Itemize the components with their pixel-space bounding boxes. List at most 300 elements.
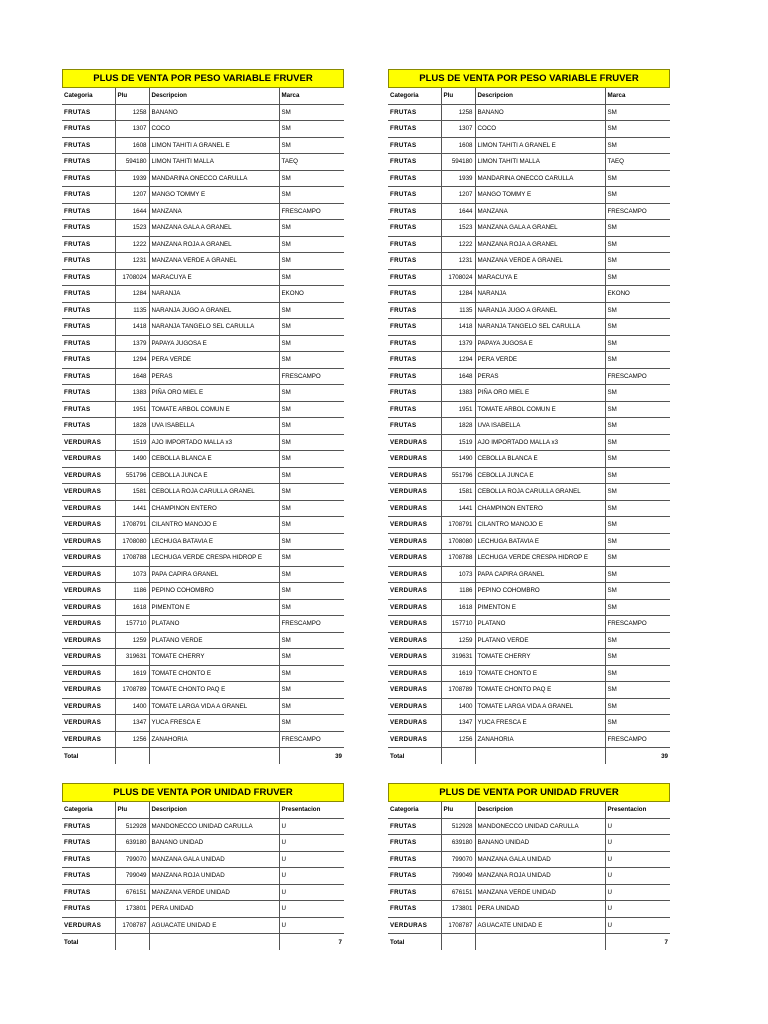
brand-cell: FRESCAMPO: [605, 731, 670, 748]
description-cell: MANZANA VERDE UNIDAD: [475, 884, 605, 901]
category-cell: VERDURAS: [388, 566, 441, 583]
brand-cell: FRESCAMPO: [279, 203, 344, 220]
description-cell: YUCA FRESCA E: [475, 715, 605, 732]
table-row: [388, 335, 670, 352]
plu-cell: 1259: [115, 632, 149, 649]
description-cell: MANZANA GALA UNIDAD: [149, 851, 279, 868]
table-row: [62, 137, 344, 154]
table-row: [388, 682, 670, 699]
brand-cell: U: [279, 884, 344, 901]
description-cell: TOMATE LARGA VIDA A GRANEL: [475, 698, 605, 715]
table-row: [388, 187, 670, 204]
description-cell: MARACUYA E: [475, 269, 605, 286]
category-cell: FRUTAS: [62, 236, 115, 253]
description-cell: MANZANA GALA A GRANEL: [475, 220, 605, 237]
column-header: Categoria: [388, 88, 441, 104]
plu-cell: 1951: [441, 401, 475, 418]
category-cell: FRUTAS: [388, 170, 441, 187]
brand-cell: SM: [605, 698, 670, 715]
brand-cell: SM: [605, 434, 670, 451]
table-row: [388, 467, 670, 484]
plu-cell: 1523: [441, 220, 475, 237]
brand-cell: SM: [279, 236, 344, 253]
description-cell: MANGO TOMMY E: [149, 187, 279, 204]
description-cell: NARANJA TANGELO SEL CARULLA: [475, 319, 605, 336]
category-cell: VERDURAS: [62, 715, 115, 732]
table-row: [62, 187, 344, 204]
table-row: [62, 517, 344, 534]
plu-cell: 1207: [115, 187, 149, 204]
category-cell: VERDURAS: [62, 566, 115, 583]
plu-cell: 1618: [441, 599, 475, 616]
category-cell: FRUTAS: [388, 187, 441, 204]
column-header: Marca: [605, 88, 670, 104]
plu-cell: 1418: [441, 319, 475, 336]
description-cell: TOMATE CHONTO E: [149, 665, 279, 682]
table-row: [388, 401, 670, 418]
category-cell: VERDURAS: [388, 731, 441, 748]
plu-cell: 1708789: [441, 682, 475, 699]
plu-cell: 639180: [441, 835, 475, 852]
header-row: [62, 88, 344, 104]
unit-block-left: [62, 783, 344, 950]
plu-cell: 1347: [441, 715, 475, 732]
description-cell: TOMATE CHONTO PAQ E: [149, 682, 279, 699]
description-cell: MANGO TOMMY E: [475, 187, 605, 204]
table-row: [388, 203, 670, 220]
unit-title: PLUS DE VENTA POR UNIDAD FRUVER: [62, 783, 344, 802]
description-cell: PERA VERDE: [149, 352, 279, 369]
brand-cell: SM: [279, 269, 344, 286]
total-count: 7: [664, 938, 668, 946]
description-cell: CHAMPINON ENTERO: [149, 500, 279, 517]
description-cell: LIMON TAHITI MALLA: [149, 154, 279, 171]
brand-cell: SM: [279, 533, 344, 550]
category-cell: VERDURAS: [62, 434, 115, 451]
total-empty-cell: [115, 748, 149, 765]
brand-cell: SM: [279, 566, 344, 583]
description-cell: NARANJA: [149, 286, 279, 303]
description-cell: CEBOLLA BLANCA E: [475, 451, 605, 468]
plu-cell: 1186: [115, 583, 149, 600]
description-cell: CEBOLLA ROJA CARULLA GRANEL: [149, 484, 279, 501]
brand-cell: SM: [279, 319, 344, 336]
category-cell: FRUTAS: [388, 818, 441, 835]
unit-table: [388, 802, 670, 950]
plu-cell: 1608: [115, 137, 149, 154]
category-cell: FRUTAS: [62, 868, 115, 885]
description-cell: ZANAHORIA: [475, 731, 605, 748]
brand-cell: U: [279, 901, 344, 918]
description-cell: MANZANA GALA UNIDAD: [475, 851, 605, 868]
category-cell: FRUTAS: [62, 401, 115, 418]
unit-title: PLUS DE VENTA POR UNIDAD FRUVER: [388, 783, 670, 802]
plu-cell: 1294: [115, 352, 149, 369]
brand-cell: SM: [279, 187, 344, 204]
table-row: [62, 649, 344, 666]
plu-cell: 1379: [115, 335, 149, 352]
description-cell: LIMON TAHITI A GRANEL E: [475, 137, 605, 154]
category-cell: VERDURAS: [388, 550, 441, 567]
table-row: [62, 851, 344, 868]
category-cell: FRUTAS: [388, 302, 441, 319]
description-cell: MANZANA ROJA UNIDAD: [149, 868, 279, 885]
table-row: [62, 484, 344, 501]
table-row: [62, 203, 344, 220]
total-label: Total: [62, 748, 115, 765]
plu-cell: 1708791: [441, 517, 475, 534]
total-empty-cell: [475, 934, 605, 951]
description-cell: CEBOLLA BLANCA E: [149, 451, 279, 468]
brand-cell: SM: [605, 319, 670, 336]
table-row: [62, 698, 344, 715]
description-cell: UVA ISABELLA: [149, 418, 279, 435]
plu-cell: 1441: [441, 500, 475, 517]
brand-cell: SM: [279, 385, 344, 402]
total-count: 7: [338, 938, 342, 946]
category-cell: VERDURAS: [62, 467, 115, 484]
table-row: [388, 484, 670, 501]
plu-cell: 512928: [441, 818, 475, 835]
category-cell: FRUTAS: [388, 269, 441, 286]
category-cell: FRUTAS: [388, 418, 441, 435]
description-cell: AGUACATE UNIDAD E: [149, 917, 279, 934]
plu-cell: 1135: [115, 302, 149, 319]
table-row: [62, 418, 344, 435]
unit-block-right: [388, 783, 670, 950]
description-cell: PIMENTON E: [475, 599, 605, 616]
category-cell: FRUTAS: [62, 352, 115, 369]
table-row: [62, 319, 344, 336]
description-cell: UVA ISABELLA: [475, 418, 605, 435]
description-cell: AGUACATE UNIDAD E: [475, 917, 605, 934]
description-cell: PAPAYA JUGOSA E: [475, 335, 605, 352]
total-label: Total: [62, 934, 115, 951]
brand-cell: U: [279, 868, 344, 885]
plu-cell: 1383: [441, 385, 475, 402]
table-row: [388, 319, 670, 336]
table-row: [388, 731, 670, 748]
category-cell: FRUTAS: [388, 154, 441, 171]
table-row: [62, 665, 344, 682]
plu-cell: 1256: [115, 731, 149, 748]
description-cell: CILANTRO MANOJO E: [475, 517, 605, 534]
table-row: [388, 851, 670, 868]
category-cell: FRUTAS: [62, 385, 115, 402]
brand-cell: SM: [605, 236, 670, 253]
description-cell: BANANO UNIDAD: [149, 835, 279, 852]
plu-cell: 1708787: [441, 917, 475, 934]
brand-cell: SM: [279, 253, 344, 270]
table-row: [388, 253, 670, 270]
brand-cell: FRESCAMPO: [279, 731, 344, 748]
table-row: [388, 451, 670, 468]
column-header: Descripcion: [149, 802, 279, 818]
category-cell: FRUTAS: [62, 220, 115, 237]
category-cell: FRUTAS: [62, 253, 115, 270]
category-cell: FRUTAS: [62, 170, 115, 187]
plu-cell: 1258: [115, 104, 149, 121]
category-cell: FRUTAS: [388, 220, 441, 237]
total-label: Total: [388, 748, 441, 765]
plu-cell: 639180: [115, 835, 149, 852]
description-cell: MANZANA: [149, 203, 279, 220]
brand-cell: SM: [605, 269, 670, 286]
table-row: [62, 434, 344, 451]
description-cell: CHAMPINON ENTERO: [475, 500, 605, 517]
description-cell: COCO: [475, 121, 605, 138]
description-cell: MANZANA ROJA A GRANEL: [149, 236, 279, 253]
plu-cell: 551796: [441, 467, 475, 484]
category-cell: FRUTAS: [388, 401, 441, 418]
table-row: [388, 500, 670, 517]
column-header: Descripcion: [149, 88, 279, 104]
category-cell: VERDURAS: [388, 467, 441, 484]
plu-cell: 1708024: [441, 269, 475, 286]
description-cell: PIÑA ORO MIEL E: [149, 385, 279, 402]
description-cell: TOMATE CHERRY: [475, 649, 605, 666]
category-cell: VERDURAS: [388, 599, 441, 616]
table-row: [62, 467, 344, 484]
category-cell: FRUTAS: [388, 884, 441, 901]
plu-cell: 1951: [115, 401, 149, 418]
table-row: [62, 269, 344, 286]
plu-cell: 319631: [441, 649, 475, 666]
total-empty-cell: [441, 748, 475, 765]
brand-cell: SM: [605, 137, 670, 154]
description-cell: MANZANA ROJA UNIDAD: [475, 868, 605, 885]
description-cell: LIMON TAHITI MALLA: [475, 154, 605, 171]
category-cell: FRUTAS: [388, 137, 441, 154]
brand-cell: SM: [279, 665, 344, 682]
brand-cell: SM: [605, 335, 670, 352]
brand-cell: SM: [279, 418, 344, 435]
category-cell: VERDURAS: [62, 550, 115, 567]
category-cell: VERDURAS: [388, 434, 441, 451]
description-cell: YUCA FRESCA E: [149, 715, 279, 732]
total-row: [388, 748, 670, 765]
plu-cell: 319631: [115, 649, 149, 666]
category-cell: FRUTAS: [388, 286, 441, 303]
plu-cell: 1284: [441, 286, 475, 303]
table-row: [388, 698, 670, 715]
brand-cell: U: [279, 818, 344, 835]
category-cell: FRUTAS: [62, 335, 115, 352]
brand-cell: SM: [279, 170, 344, 187]
description-cell: MANZANA VERDE A GRANEL: [475, 253, 605, 270]
plu-cell: 1073: [441, 566, 475, 583]
plu-cell: 1708788: [441, 550, 475, 567]
category-cell: VERDURAS: [62, 731, 115, 748]
plu-cell: 1708024: [115, 269, 149, 286]
plu-cell: 1708787: [115, 917, 149, 934]
category-cell: FRUTAS: [388, 352, 441, 369]
category-cell: FRUTAS: [62, 368, 115, 385]
brand-cell: SM: [279, 715, 344, 732]
description-cell: COCO: [149, 121, 279, 138]
category-cell: FRUTAS: [62, 137, 115, 154]
table-row: [62, 385, 344, 402]
brand-cell: SM: [605, 467, 670, 484]
total-empty-cell: [115, 934, 149, 951]
brand-cell: SM: [605, 665, 670, 682]
description-cell: PLATANO: [149, 616, 279, 633]
description-cell: TOMATE CHERRY: [149, 649, 279, 666]
table-row: [388, 818, 670, 835]
category-cell: FRUTAS: [388, 319, 441, 336]
description-cell: MANDARINA ONECCO CARULLA: [149, 170, 279, 187]
category-cell: VERDURAS: [62, 616, 115, 633]
category-cell: VERDURAS: [62, 583, 115, 600]
plu-cell: 799070: [441, 851, 475, 868]
total-empty-cell: [149, 934, 279, 951]
brand-cell: SM: [279, 137, 344, 154]
table-row: [388, 868, 670, 885]
table-row: [388, 121, 670, 138]
description-cell: MANZANA VERDE A GRANEL: [149, 253, 279, 270]
description-cell: PERAS: [475, 368, 605, 385]
variable-weight-block-right: [388, 69, 670, 764]
variable-weight-block-left: [62, 69, 344, 764]
plu-cell: 1258: [441, 104, 475, 121]
table-row: [388, 901, 670, 918]
category-cell: VERDURAS: [62, 517, 115, 534]
table-row: [388, 418, 670, 435]
brand-cell: SM: [279, 220, 344, 237]
brand-cell: SM: [605, 385, 670, 402]
description-cell: CILANTRO MANOJO E: [149, 517, 279, 534]
table-row: [62, 401, 344, 418]
description-cell: LECHUGA BATAVIA E: [475, 533, 605, 550]
table-row: [388, 715, 670, 732]
brand-cell: SM: [605, 302, 670, 319]
description-cell: CEBOLLA ROJA CARULLA GRANEL: [475, 484, 605, 501]
description-cell: NARANJA TANGELO SEL CARULLA: [149, 319, 279, 336]
category-cell: FRUTAS: [62, 319, 115, 336]
category-cell: VERDURAS: [62, 451, 115, 468]
column-header: Marca: [279, 88, 344, 104]
brand-cell: TAEQ: [605, 154, 670, 171]
table-row: [62, 451, 344, 468]
plu-cell: 1708080: [115, 533, 149, 550]
description-cell: PIMENTON E: [149, 599, 279, 616]
plu-cell: 1222: [441, 236, 475, 253]
brand-cell: U: [605, 868, 670, 885]
table-row: [62, 917, 344, 934]
description-cell: MANZANA ROJA A GRANEL: [475, 236, 605, 253]
brand-cell: SM: [279, 682, 344, 699]
category-cell: FRUTAS: [388, 253, 441, 270]
plu-cell: 1073: [115, 566, 149, 583]
brand-cell: SM: [279, 500, 344, 517]
description-cell: TOMATE ARBOL COMUN E: [475, 401, 605, 418]
table-row: [388, 649, 670, 666]
table-row: [388, 170, 670, 187]
category-cell: VERDURAS: [388, 533, 441, 550]
brand-cell: SM: [605, 104, 670, 121]
column-header: Plu: [115, 88, 149, 104]
brand-cell: SM: [605, 187, 670, 204]
plu-cell: 1441: [115, 500, 149, 517]
table-row: [388, 583, 670, 600]
category-cell: VERDURAS: [388, 583, 441, 600]
description-cell: TOMATE CHONTO E: [475, 665, 605, 682]
plu-cell: 1231: [115, 253, 149, 270]
plu-cell: 1644: [441, 203, 475, 220]
category-cell: FRUTAS: [388, 835, 441, 852]
table-row: [62, 121, 344, 138]
table-row: [62, 566, 344, 583]
plu-cell: 1939: [441, 170, 475, 187]
brand-cell: FRESCAMPO: [605, 616, 670, 633]
category-cell: FRUTAS: [388, 901, 441, 918]
total-label: Total: [388, 934, 441, 951]
variable-weight-table: [388, 88, 670, 764]
brand-cell: SM: [279, 401, 344, 418]
column-header: Descripcion: [475, 88, 605, 104]
table-row: [62, 104, 344, 121]
brand-cell: SM: [605, 649, 670, 666]
description-cell: PERA UNIDAD: [475, 901, 605, 918]
category-cell: FRUTAS: [62, 187, 115, 204]
description-cell: PERA UNIDAD: [149, 901, 279, 918]
plu-cell: 1259: [441, 632, 475, 649]
category-cell: FRUTAS: [388, 868, 441, 885]
category-cell: FRUTAS: [62, 203, 115, 220]
plu-cell: 1519: [115, 434, 149, 451]
description-cell: PLATANO: [475, 616, 605, 633]
category-cell: VERDURAS: [62, 533, 115, 550]
table-row: [388, 517, 670, 534]
description-cell: MANZANA VERDE UNIDAD: [149, 884, 279, 901]
category-cell: FRUTAS: [62, 121, 115, 138]
table-row: [388, 884, 670, 901]
table-row: [62, 220, 344, 237]
total-empty-cell: [441, 934, 475, 951]
plu-cell: 1418: [115, 319, 149, 336]
brand-cell: SM: [605, 352, 670, 369]
description-cell: ZANAHORIA: [149, 731, 279, 748]
plu-cell: 1608: [441, 137, 475, 154]
brand-cell: SM: [279, 484, 344, 501]
column-header: Plu: [441, 88, 475, 104]
description-cell: PERA VERDE: [475, 352, 605, 369]
category-cell: FRUTAS: [388, 851, 441, 868]
table-row: [62, 500, 344, 517]
table-row: [388, 566, 670, 583]
plu-cell: 676151: [115, 884, 149, 901]
category-cell: FRUTAS: [62, 835, 115, 852]
plu-cell: 1256: [441, 731, 475, 748]
description-cell: TOMATE LARGA VIDA A GRANEL: [149, 698, 279, 715]
brand-cell: SM: [605, 599, 670, 616]
brand-cell: SM: [279, 451, 344, 468]
plu-cell: 551796: [115, 467, 149, 484]
category-cell: VERDURAS: [388, 698, 441, 715]
table-row: [388, 616, 670, 633]
category-cell: VERDURAS: [388, 616, 441, 633]
brand-cell: SM: [605, 517, 670, 534]
plu-cell: 799070: [115, 851, 149, 868]
table-row: [62, 715, 344, 732]
table-row: [388, 104, 670, 121]
plu-cell: 1708080: [441, 533, 475, 550]
category-cell: VERDURAS: [62, 665, 115, 682]
category-cell: FRUTAS: [62, 154, 115, 171]
description-cell: PLATANO VERDE: [149, 632, 279, 649]
table-row: [62, 901, 344, 918]
category-cell: VERDURAS: [388, 500, 441, 517]
